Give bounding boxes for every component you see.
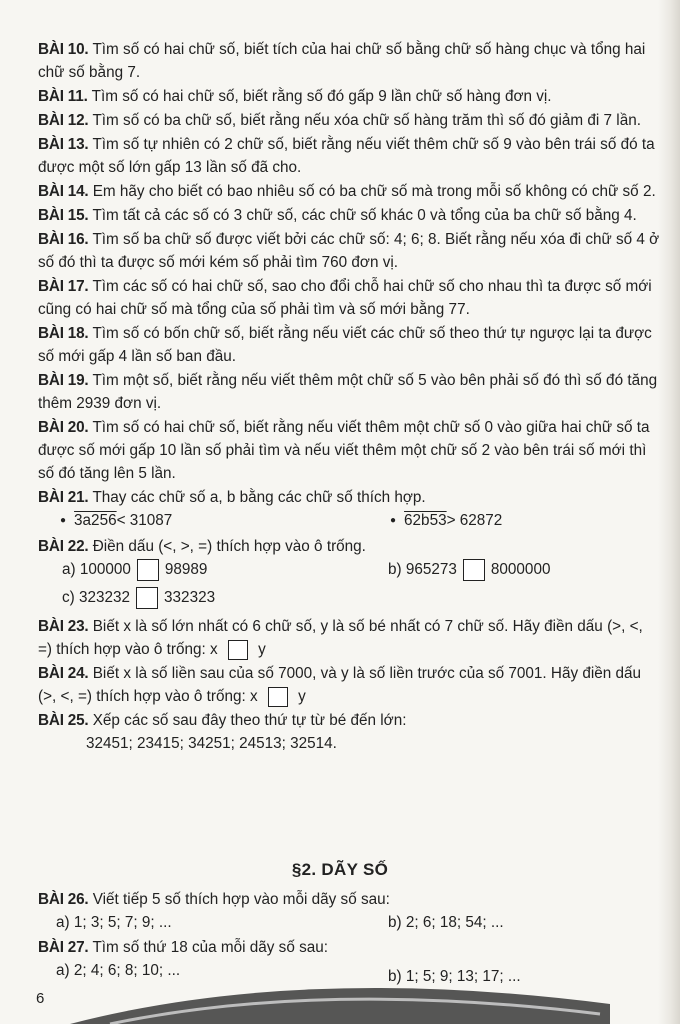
problem-22-row-ab bbox=[38, 558, 660, 586]
problem-20 bbox=[38, 416, 660, 485]
sequence-b: b) 2; 6; 18; 54; ... bbox=[388, 914, 504, 931]
overlined-number: 62b53 bbox=[404, 512, 447, 529]
problem-text: Tìm số có bốn chữ số, biết rằng nếu viết các chữ số theo thứ tự ngược lại ta được số mới gấp 4 lần số ban đầu. bbox=[38, 325, 652, 365]
overlined-number: 3a256 bbox=[74, 512, 117, 529]
problem-11 bbox=[38, 85, 660, 108]
problem-text: Tìm một số, biết rằng nếu viết thêm một chữ số 5 vào bên phải số đó thì số đó tăng thêm 2939 đơn vị. bbox=[38, 372, 658, 412]
problem-14 bbox=[38, 180, 660, 203]
problem-text: Tìm số có ba chữ số, biết rằng nếu xóa chữ số hàng trăm thì số đó giảm đi 7 lần. bbox=[92, 112, 641, 129]
problem-23 bbox=[38, 615, 660, 661]
expression-tail: > 62872 bbox=[446, 512, 503, 529]
problem-text: Tìm số có hai chữ số, biết rằng số đó gấp 9 lần chữ số hàng đơn vị. bbox=[91, 88, 552, 105]
problem-number: BÀI 24. bbox=[38, 665, 89, 682]
problem-22-row-c bbox=[38, 586, 660, 614]
part-b bbox=[388, 911, 504, 934]
problem-27-parts bbox=[38, 959, 660, 989]
compare-c-right: 332323 bbox=[164, 589, 216, 606]
problem-text: Tìm số thứ 18 của mỗi dãy số sau: bbox=[92, 939, 329, 956]
problem-18 bbox=[38, 322, 660, 368]
compare-c-left: c) 323232 bbox=[62, 589, 131, 606]
problem-number: BÀI 20. bbox=[38, 419, 89, 436]
section-title: §2. DÃY SỐ bbox=[291, 860, 389, 879]
problem-tail: y bbox=[258, 641, 266, 658]
compare-b-left: b) 965273 bbox=[388, 561, 457, 578]
problem-10 bbox=[38, 38, 660, 84]
compare-a-right: 98989 bbox=[164, 561, 208, 578]
problem-text: Viết tiếp 5 số thích hợp vào mỗi dãy số sau: bbox=[92, 891, 390, 908]
answer-box[interactable] bbox=[137, 559, 159, 581]
expression-tail: < 31087 bbox=[116, 512, 173, 529]
problem-text: Em hãy cho biết có bao nhiêu số có ba chữ số mà trong mỗi số không có chữ số 2. bbox=[92, 183, 656, 200]
problem-number: BÀI 26. bbox=[38, 891, 89, 908]
problem-17 bbox=[38, 275, 660, 321]
problem-26 bbox=[38, 888, 660, 911]
answer-box[interactable] bbox=[228, 640, 248, 660]
compare-c bbox=[62, 586, 215, 609]
page-number: 6 bbox=[36, 990, 45, 1007]
expression-left bbox=[60, 509, 172, 532]
problem-list bbox=[38, 38, 660, 755]
problem-text: Tìm số có hai chữ số, biết tích của hai chữ số bằng chữ số hàng chục và tổng hai chữ số bằng 7. bbox=[38, 41, 646, 81]
problem-text: Tìm số ba chữ số được viết bởi các chữ số: 4; 6; 8. Biết rằng nếu xóa đi chữ số 4 ở số đó thì ta được số mới kém số phải tìm 760 đơn vị. bbox=[38, 231, 660, 271]
answer-box[interactable] bbox=[136, 587, 158, 609]
problem-tail: y bbox=[298, 688, 306, 705]
part-a bbox=[56, 911, 172, 934]
problem-number: BÀI 27. bbox=[38, 939, 89, 956]
problem-text: Biết x là số lớn nhất có 6 chữ số, y là số bé nhất có 7 chữ số. Hãy điền dấu (>, <, =) thích hợp vào ô trống: x bbox=[38, 618, 643, 658]
problem-number: BÀI 21. bbox=[38, 489, 89, 506]
problem-number: BÀI 10. bbox=[38, 41, 89, 58]
problem-number: BÀI 19. bbox=[38, 372, 89, 389]
problem-21-expressions bbox=[38, 509, 660, 534]
sequence-a: a) 2; 4; 6; 8; 10; ... bbox=[56, 962, 181, 979]
problem-number: BÀI 13. bbox=[38, 136, 89, 153]
problem-21 bbox=[38, 486, 660, 509]
problem-number: BÀI 22. bbox=[38, 538, 89, 555]
part-a bbox=[56, 959, 180, 982]
expression-right bbox=[390, 509, 502, 532]
answer-box[interactable] bbox=[463, 559, 485, 581]
problem-text: Xếp các số sau đây theo thứ tự từ bé đến lớn: bbox=[92, 712, 407, 729]
compare-a-left: a) 100000 bbox=[62, 561, 131, 578]
problem-15 bbox=[38, 204, 660, 227]
compare-b bbox=[388, 558, 550, 581]
problem-25 bbox=[38, 709, 660, 732]
problem-text: Tìm tất cả các số có 3 chữ số, các chữ số khác 0 và tổng của ba chữ số bằng 4. bbox=[92, 207, 637, 224]
answer-box[interactable] bbox=[268, 687, 288, 707]
bullet: ● bbox=[60, 515, 67, 526]
part-b bbox=[388, 965, 521, 988]
problem-number: BÀI 12. bbox=[38, 112, 89, 129]
problem-text: Biết x là số liền sau của số 7000, và y là số liền trước của số 7001. Hãy điền dấu (>, <, =) thích hợp vào ô trống: x bbox=[38, 665, 642, 705]
problem-number: BÀI 18. bbox=[38, 325, 89, 342]
problem-19 bbox=[38, 369, 660, 415]
problem-24 bbox=[38, 662, 660, 708]
problem-27 bbox=[38, 936, 660, 959]
compare-a bbox=[62, 558, 207, 581]
problem-number: BÀI 11. bbox=[38, 88, 88, 105]
sequence-problems bbox=[38, 888, 660, 989]
problem-text: Tìm số có hai chữ số, biết rằng nếu viết thêm một chữ số 0 vào giữa hai chữ số ta được số mới gấp 10 lần số phải tìm và nếu viết thêm một chữ số 2 vào bên trái số mới thì số đó tăng lên 5 lần. bbox=[38, 419, 650, 482]
problem-22 bbox=[38, 535, 660, 558]
bullet: ● bbox=[390, 515, 397, 526]
problem-text: Tìm các số có hai chữ số, sao cho đổi chỗ hai chữ số cho nhau thì ta được số mới cũng có hai chữ số mà tổng của số phải tìm và số mới bằng 77. bbox=[38, 278, 652, 318]
problem-number: BÀI 14. bbox=[38, 183, 89, 200]
problem-text: Thay các chữ số a, b bằng các chữ số thích hợp. bbox=[92, 489, 426, 506]
problem-26-parts bbox=[38, 911, 660, 936]
problem-number: BÀI 17. bbox=[38, 278, 89, 295]
problem-text: Tìm số tự nhiên có 2 chữ số, biết rằng nếu viết thêm chữ số 9 vào bên trái số đó ta được một số lớn gấp 13 lần số đã cho. bbox=[38, 136, 655, 176]
sequence-a: a) 1; 3; 5; 7; 9; ... bbox=[56, 914, 172, 931]
problem-number: BÀI 15. bbox=[38, 207, 89, 224]
problem-number: BÀI 23. bbox=[38, 618, 89, 635]
problem-13 bbox=[38, 133, 660, 179]
compare-b-right: 8000000 bbox=[490, 561, 551, 578]
problem-number: BÀI 16. bbox=[38, 231, 89, 248]
problem-16 bbox=[38, 228, 660, 274]
problem-12 bbox=[38, 109, 660, 132]
problem-number: BÀI 25. bbox=[38, 712, 89, 729]
sequence-b: b) 1; 5; 9; 13; 17; ... bbox=[388, 968, 521, 985]
problem-text: Điền dấu (<, >, =) thích hợp vào ô trống. bbox=[92, 538, 366, 555]
number-list: 32451; 23415; 34251; 24513; 32514. bbox=[86, 735, 337, 752]
